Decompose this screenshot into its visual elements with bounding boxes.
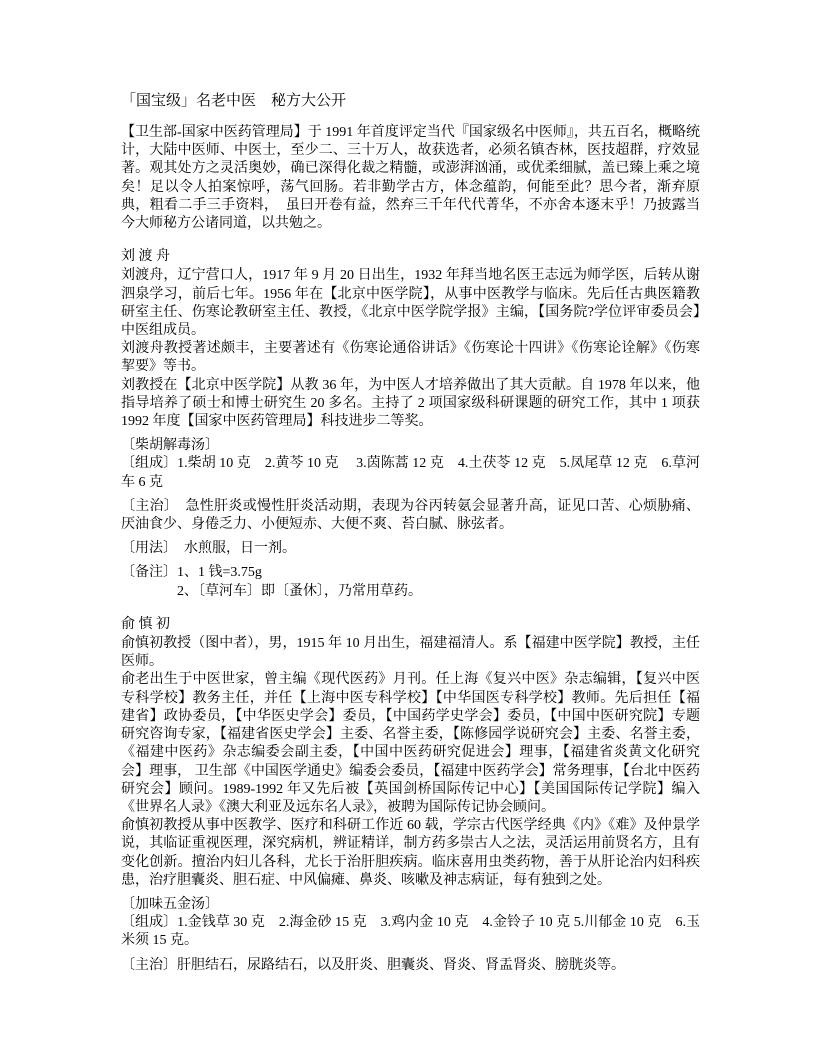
- section-yu-shenchu: [121, 616, 700, 975]
- prescription-indications: 〔主治〕 急性肝炎或慢性肝炎活动期，表现为谷丙转氨会显著升高，证见口苦、心烦胁痛、厌油食少、身倦乏力、小便短赤、大便不爽、苔白腻、脉弦者。: [121, 498, 700, 533]
- paragraph: 刘渡舟，辽宁营口人，1917 年 9 月 20 日出生，1932 年拜当地名医王志远为师学医，后转从谢泗泉学习，前后七年。1956 年在【北京中医学院】，从事中医教学与临床。先后任古典医籍教研室主任、伤寒论教研室主任、教授，《北京中医学院学报》主编，【国务院?学位评审委员会】中医组成员。: [121, 268, 700, 339]
- section-liu-duzhou: [121, 248, 700, 601]
- prescription-usage: 〔用法〕 水煎服，日一剂。: [121, 541, 296, 557]
- section-heading-yu-shenchu: 俞 慎 初: [121, 616, 170, 632]
- prescription-name: 〔加味五金汤〕: [121, 896, 219, 912]
- prescription-composition: 〔组成〕1.金钱草 30 克 2.海金砂 15 克 3.鸡内金 10 克 4.金铃子 10 克 5.川郁金 10 克 6.玉米须 15 克。: [121, 915, 700, 949]
- paragraph: 俞老出生于中医世家，曾主编《现代医药》月刊。任上海《复兴中医》杂志编辑，【复兴中医专科学校】教务主任，并任【上海中医专科学校】【中华国医专科学校】教师。先后担任【福建省】政协委员，【中华医史学会】委员，【中国药学史学会】委员，【中国中医研究院】专题研究咨询专家，【福建省医史学会】主委、名誉主委，【陈修园学说研究会】主委、名誉主委，《福建中医药》杂志编委会副主委，【中国中医药研究促进会】理事，【福建省炎黄文化研究会】理事， 卫生部《中国医学通史》编委会委员，【福建中医药学会】常务理事，【台北中医药研究会】顾问。1989-1992 年又先后被【英国剑桥国际传记中心】【美国国际传记学院】编入《世界名人录》《澳大利亚及远东名人录》，被聘为国际传记协会顾问。: [121, 672, 700, 815]
- section-heading-liu-duzhou: 刘 渡 舟: [121, 249, 170, 265]
- document-title: 「国宝级」名老中医 秘方大公开: [121, 93, 347, 109]
- prescription-note: 2、〔草河车〕即〔蚤休〕，乃常用草药。: [121, 583, 422, 599]
- paragraph: 俞慎初教授从事中医教学、医疗和科研工作近 60 载，学宗古代医学经典《内》《难》及仲景学说，其临证重视医理，深究病机，辨证精详，制方药多崇古人之法，灵活运用前贤名方，且有变化创新。擅治内妇儿各科，尤长于治肝胆疾病。临床喜用虫类药物，善于从肝论治内妇科疾患，治疗胆囊炎、胆石症、中风偏瘫、鼻炎、咳嗽及神志病证，每有独到之处。: [121, 818, 700, 888]
- paragraph: 刘渡舟教授著述颇丰，主要著述有《伤寒论通俗讲话》《伤寒论十四讲》《伤寒论诠解》《伤寒挈要》等书。: [121, 341, 700, 375]
- prescription-name: 〔柴胡解毒汤〕: [121, 438, 219, 454]
- prescription-indications: 〔主治〕肝胆结石，尿路结石，以及肝炎、胆囊炎、肾炎、肾盂肾炎、膀胱炎等。: [121, 957, 625, 973]
- prescription-note: 〔备注〕1、1 钱=3.75g: [121, 565, 262, 581]
- paragraph: 刘教授在【北京中医学院】从教 36 年，为中医人才培养做出了其大贡献。自 1978 年以来，他指导培养了硕士和博士研究生 20 多名。主持了 2 项国家级科研课题的研究工作，其中 1 项获1992 年度【国家中医药管理局】科技进步二等奖。: [121, 377, 700, 430]
- intro-paragraph: 【卫生部-国家中医药管理局】于 1991 年首度评定当代『国家级名中医师』，共五百名，概略统计，大陆中医师、中医士，至少二、三十万人，故获选者，必须名镇杏林，医技超群，疗效显著。观其处方之灵活奥妙，确已深得化裁之精髓，或澎湃汹涌，或优柔细腻，盖已臻上乘之境矣！足以令人拍案惊呼，荡气回肠。若非勤学古方，体念蕴韵，何能至此？思今者，渐弃原典，粗看二手三手资料， 虽曰开卷有益，然弃三千年代代菁华，不亦舍本逐末乎！乃披露当今大师秘方公诸同道，以共勉之。: [121, 125, 700, 232]
- paragraph: 俞慎初教授（图中者），男，1915 年 10 月出生，福建福清人。系【福建中医学院】教授，主任医师。: [121, 636, 700, 670]
- prescription-composition: 〔组成〕1.柴胡 10 克 2.黄芩 10 克 3.茵陈蒿 12 克 4.土茯苓 12 克 5.凤尾草 12 克 6.草河车 6 克: [121, 456, 700, 490]
